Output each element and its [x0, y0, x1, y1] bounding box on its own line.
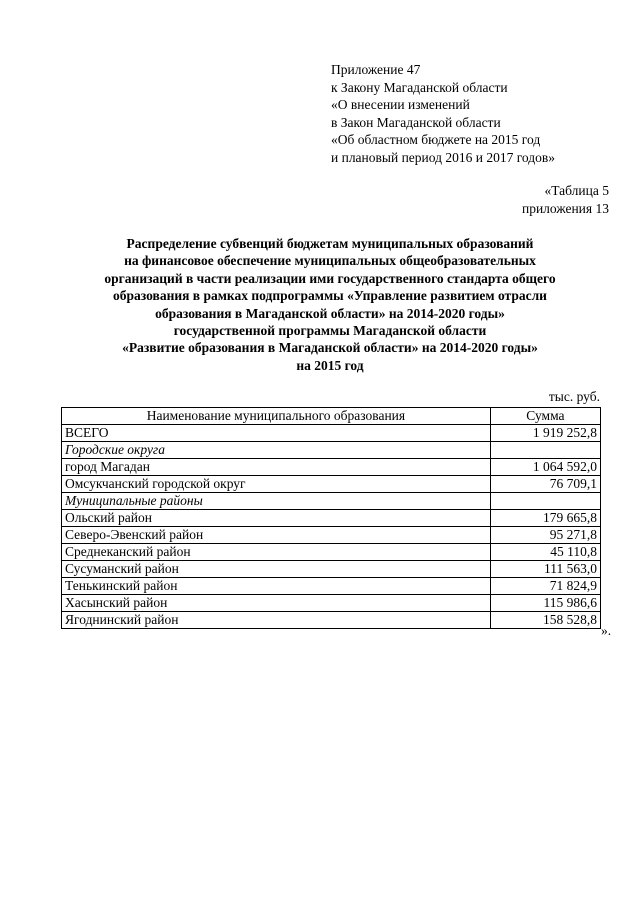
group-row-municipal-districts [62, 493, 601, 510]
row-sum: 179 665,8 [490, 510, 600, 527]
group-sum-empty [490, 442, 600, 459]
annex-line: в Закон Магаданской области [331, 114, 501, 130]
group-sum-empty [490, 493, 600, 510]
row-name: Сусуманский район [62, 561, 491, 578]
row-sum: 45 110,8 [490, 544, 600, 561]
row-sum: 158 528,8 [490, 612, 600, 629]
row-sum: 115 986,6 [490, 595, 600, 612]
row-name: Хасынский район [62, 595, 491, 612]
document-title [60, 235, 600, 374]
closing-quote: ». [601, 623, 612, 638]
table-row [62, 527, 601, 544]
table-row [62, 612, 601, 629]
row-name: Северо-Эвенский район [62, 527, 491, 544]
header-sum: Сумма [490, 408, 600, 425]
table-row [62, 459, 601, 476]
group-title: Муниципальные районы [62, 493, 491, 510]
row-name: Среднеканский район [62, 544, 491, 561]
title-line: образования в рамках подпрограммы «Управление развитием отрасли [113, 288, 547, 304]
annex-header [331, 61, 555, 167]
title-line: на финансовое обеспечение муниципальных общеобразовательных [124, 253, 536, 269]
table-row [62, 578, 601, 595]
table-row [62, 544, 601, 561]
row-sum: 71 824,9 [490, 578, 600, 595]
row-sum: 76 709,1 [490, 476, 600, 493]
row-name: Ольский район [62, 510, 491, 527]
table-row [62, 476, 601, 493]
table-row [62, 595, 601, 612]
annex-line: и плановый период 2016 и 2017 годов» [331, 149, 556, 165]
title-line: «Развитие образования в Магаданской области» на 2014-2020 годы» [122, 340, 538, 356]
title-line: государственной программы Магаданской области [173, 323, 487, 339]
header-name: Наименование муниципального образования [62, 408, 491, 425]
unit-label: тыс. руб. [548, 389, 600, 404]
total-label: ВСЕГО [62, 425, 491, 442]
row-sum: 111 563,0 [490, 561, 600, 578]
group-title: Городские округа [62, 442, 491, 459]
group-row-urban-districts [62, 442, 601, 459]
table-header-row [62, 408, 601, 425]
total-sum: 1 919 252,8 [490, 425, 600, 442]
table-row [62, 561, 601, 578]
table-reference-line: приложения 13 [521, 200, 609, 216]
row-sum: 1 064 592,0 [490, 459, 600, 476]
title-line: Распределение субвенций бюджетам муниципальных образований [126, 236, 534, 251]
row-name: Ягоднинский район [62, 612, 491, 629]
row-sum: 95 271,8 [490, 527, 600, 544]
row-name: Омсукчанский городской округ [62, 476, 491, 493]
total-row [62, 425, 601, 442]
annex-line: к Закону Магаданской области [331, 79, 508, 95]
row-name: Тенькинский район [62, 578, 491, 595]
title-line: на 2015 год [296, 357, 364, 373]
title-line: образования в Магаданской области» на 2014-2020 годы» [155, 305, 505, 321]
annex-line: «Об областном бюджете на 2015 год [331, 132, 541, 148]
annex-line: «О внесении изменений [331, 97, 470, 113]
subvention-table [61, 407, 601, 629]
row-name: город Магадан [62, 459, 491, 476]
table-row [62, 510, 601, 527]
annex-line: Приложение 47 [331, 62, 421, 77]
title-line: организаций в части реализации ими государственного стандарта общего [104, 270, 556, 286]
table-reference-line: «Таблица 5 [544, 183, 609, 198]
table-reference [522, 182, 609, 217]
